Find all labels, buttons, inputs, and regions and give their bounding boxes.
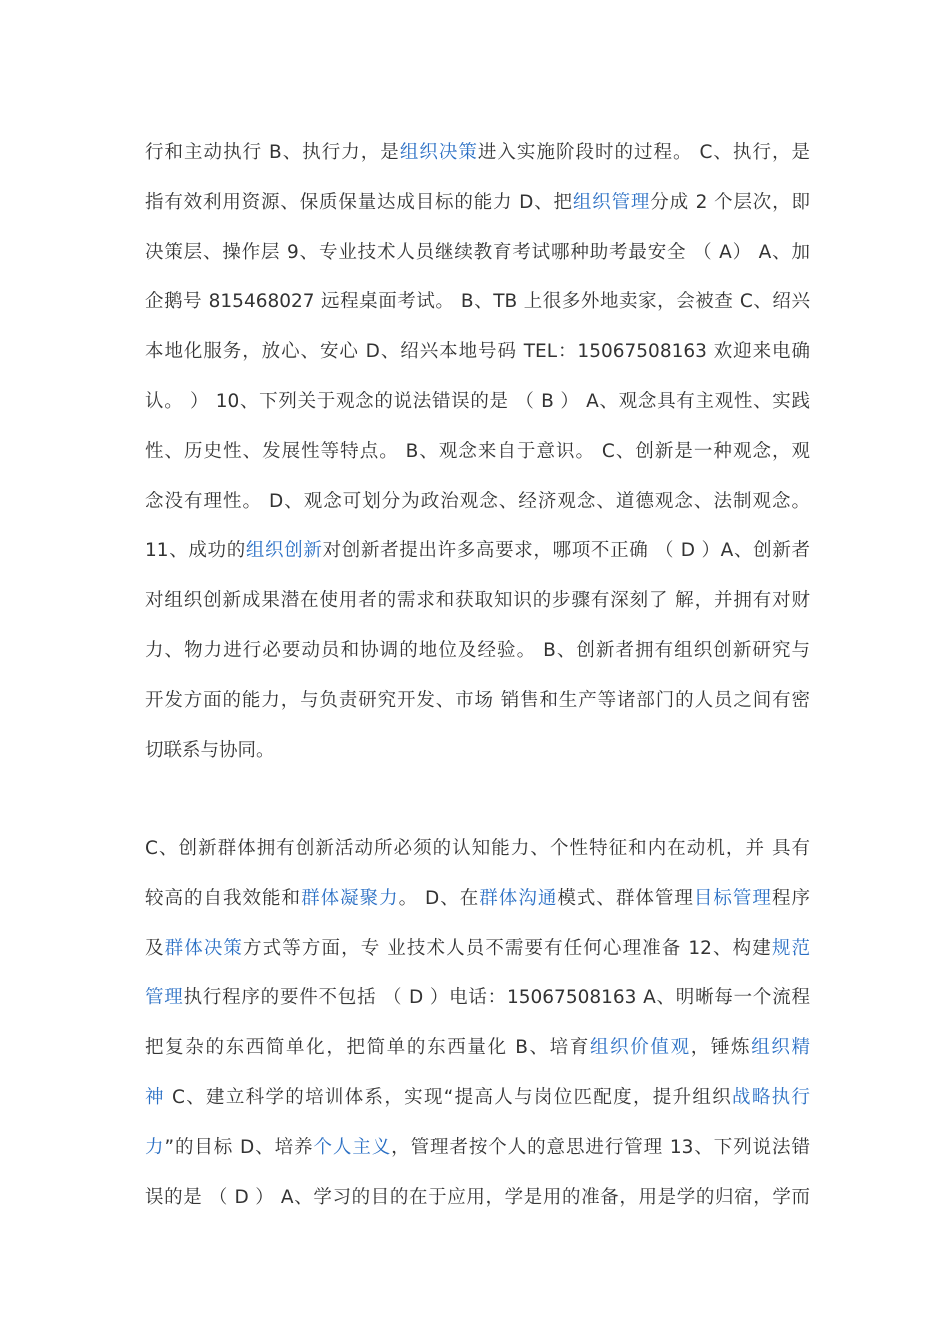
- keyword-link[interactable]: 组织价值观: [589, 1037, 691, 1059]
- text-line: [145, 676, 810, 726]
- text-segment: 11、成功的: [145, 540, 246, 562]
- text-line: [145, 327, 810, 377]
- text-line: [145, 1073, 810, 1123]
- paragraph-1: [145, 128, 810, 775]
- text-segment: 力、物力进行必要动员和协调的地位及经验。 B、创新者拥有组织创新研究与: [145, 639, 810, 661]
- keyword-link[interactable]: 目标管理: [693, 887, 772, 909]
- text-segment: 执行程序的要件不包括 （ D ）电话：15067508163 A、明晰每一个流程: [183, 987, 810, 1009]
- text-line: [145, 973, 810, 1023]
- text-line: [145, 128, 810, 178]
- keyword-link[interactable]: 规范: [771, 937, 810, 959]
- text-segment: 性、历史性、发展性等特点。 B、观念来自于意识。 C、创新是一种观念，观: [145, 440, 810, 462]
- text-line: [145, 178, 810, 228]
- text-segment: 行和主动执行 B、执行力，是: [145, 142, 400, 163]
- text-segment: 进入实施阶段时的过程。 C、执行，是: [477, 142, 810, 163]
- keyword-link[interactable]: 战略执行: [732, 1086, 810, 1108]
- text-segment: 模式、群体管理: [557, 887, 694, 909]
- text-segment: 较高的自我效能和: [145, 887, 302, 909]
- text-line: [145, 1023, 810, 1073]
- keyword-link[interactable]: 群体决策: [164, 937, 244, 959]
- text-segment: 方式等方面，专 业技术人员不需要有任何心理准备 12、构建: [243, 937, 772, 959]
- text-segment: 对组织创新成果潜在使用者的需求和获取知识的步骤有深刻了 解，并拥有对财: [145, 590, 810, 612]
- text-segment: 念没有理性。 D、观念可划分为政治观念、经济观念、道德观念、法制观念。: [145, 490, 810, 512]
- keyword-link[interactable]: 组织精: [751, 1037, 810, 1059]
- keyword-link[interactable]: 组织创新: [245, 540, 323, 562]
- paragraph-2: [145, 824, 810, 1222]
- text-segment: 决策层、操作层 9、专业技术人员继续教育考试哪种助考最安全 （ A） A、加: [145, 241, 810, 263]
- text-segment: 企鹅号 815468027 远程桌面考试。 B、TB 上很多外地卖家，会被查 C、绍兴: [145, 291, 810, 313]
- text-line: [145, 1123, 810, 1173]
- text-line: [145, 576, 810, 626]
- text-line: [145, 277, 810, 327]
- text-line: [145, 924, 810, 974]
- text-line: [145, 626, 810, 676]
- text-segment: 切联系与协同。: [145, 739, 275, 761]
- text-line: [145, 477, 810, 527]
- keyword-link[interactable]: 组织决策: [399, 142, 478, 163]
- keyword-link[interactable]: 个人主义: [313, 1136, 392, 1158]
- text-line: [145, 427, 810, 477]
- text-line: [145, 726, 810, 776]
- keyword-link[interactable]: 群体沟通: [479, 887, 558, 909]
- keyword-link[interactable]: 力: [145, 1136, 165, 1158]
- text-line: [145, 526, 810, 576]
- text-line: [145, 1173, 810, 1223]
- keyword-link[interactable]: 管理: [145, 987, 184, 1009]
- keyword-link[interactable]: 群体凝聚力: [301, 887, 399, 909]
- text-segment: 认。 ） 10、下列关于观念的说法错误的是 （ B ） A、观念具有主观性、实践: [145, 390, 810, 412]
- text-segment: ”的目标 D、培养: [164, 1136, 314, 1158]
- text-segment: 。 D、在: [398, 887, 480, 909]
- text-segment: 指有效利用资源、保质保量达成目标的能力 D、把: [145, 191, 573, 213]
- text-line: [145, 824, 810, 874]
- text-segment: 分成 2 个层次，即: [650, 191, 810, 213]
- text-segment: C、创新群体拥有创新活动所必须的认知能力、个性特征和内在动机，并 具有: [145, 838, 810, 859]
- text-segment: 对创新者提出许多高要求，哪项不正确 （ D ）A、创新者: [322, 540, 810, 562]
- text-segment: ，锤炼: [690, 1037, 752, 1059]
- keyword-link[interactable]: 组织管理: [572, 191, 651, 213]
- text-line: [145, 874, 810, 924]
- text-segment: 本地化服务，放心、安心 D、绍兴本地号码 TEL：15067508163 欢迎来电确: [145, 341, 810, 363]
- keyword-link[interactable]: 神: [145, 1086, 165, 1108]
- text-segment: 误的是 （ D ） A、学习的目的在于应用，学是用的准备，用是学的归宿，学而: [145, 1186, 810, 1208]
- text-segment: 及: [145, 937, 165, 959]
- text-segment: 把复杂的东西简单化，把简单的东西量化 B、培育: [145, 1037, 590, 1059]
- text-segment: 程序: [771, 887, 810, 909]
- text-segment: C、建立科学的培训体系，实现“提高人与岗位匹配度，提升组织: [164, 1086, 733, 1108]
- text-segment: 开发方面的能力，与负责研究开发、市场 销售和生产等诸部门的人员之间有密: [145, 689, 810, 711]
- text-segment: ，管理者按个人的意思进行管理 13、下列说法错: [391, 1136, 810, 1158]
- text-line: [145, 228, 810, 278]
- text-line: [145, 377, 810, 427]
